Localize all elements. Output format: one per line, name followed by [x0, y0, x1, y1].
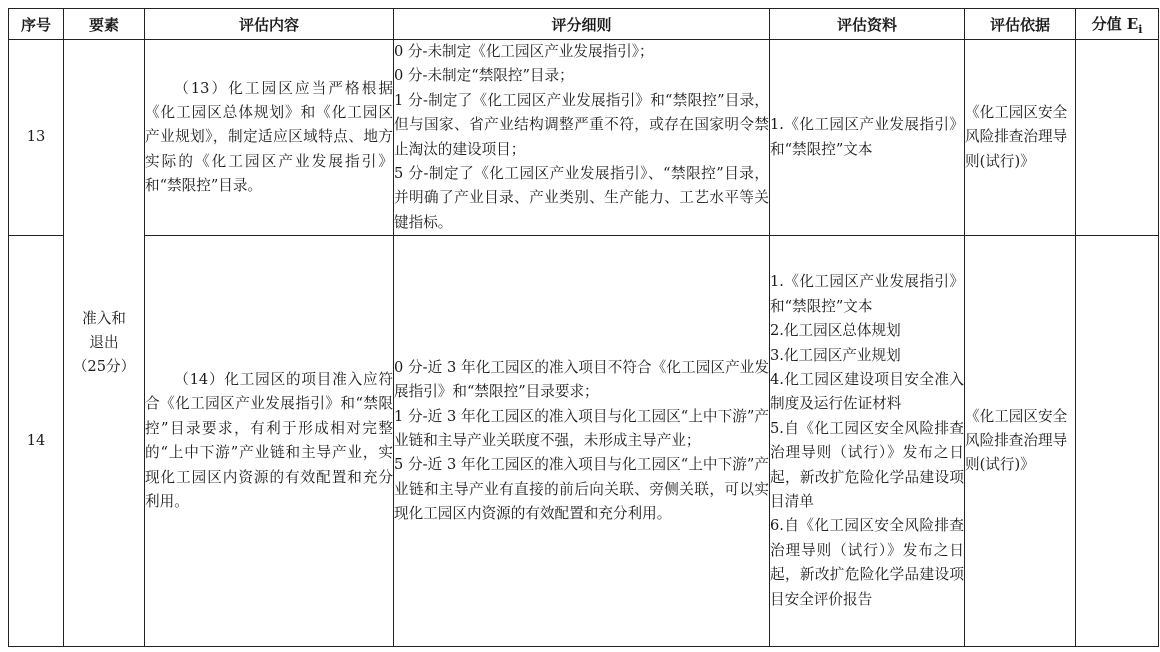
row-14-detail	[394, 236, 770, 647]
row-13-detail-item: 5 分-制定了《化工园区产业发展指引》、“禁限控”目录，并明确了产业目录、产业类别、生产能力、工艺水平等关键指标。	[394, 165, 769, 231]
row-13-material-item: 1.《化工园区产业发展指引》和“禁限控”文本	[770, 116, 964, 158]
row-14-detail-item: 1 分-近 3 年化工园区的准入项目与化工园区“上中下游”产业链和主导产业关联度不强，未形成主导产业；	[394, 407, 769, 450]
row-13-seq: 13	[9, 40, 64, 236]
row-14-detail-item: 5 分-近 3 年化工园区的准入项目与化工园区“上中下游”产业链和主导产业有直接的前后向关联、旁侧关联，可以实现化工园区内资源的有效配置和充分利用。	[394, 456, 769, 523]
element-points: （25分）	[72, 358, 136, 376]
row-14-basis: 《化工园区安全风险排查治理导则(试行)》	[965, 236, 1076, 647]
header-basis: 评估依据	[965, 9, 1076, 40]
evaluation-table	[8, 8, 1159, 647]
row-13-detail-item: 0 分-未制定《化工园区产业发展指引》；	[394, 43, 654, 60]
row-13-detail-item: 0 分-未制定“禁限控”目录；	[394, 67, 574, 85]
row-13-detail-item: 1 分-制定了《化工园区产业发展指引》和“禁限控”目录，但与国家、省产业结构调整严重不符，或存在国家明令禁止淘汰的建设项目；	[394, 91, 769, 158]
element-name-line2: 退出	[89, 333, 119, 351]
row-14-material-item: 4.化工园区建设项目安全准入制度及运行佐证材料	[770, 371, 964, 413]
row-14-score	[1076, 236, 1159, 647]
header-row	[9, 9, 1159, 40]
row-13-score	[1076, 40, 1159, 236]
row-14-material-item: 3.化工园区产业规划	[770, 346, 901, 364]
row-14-materials	[770, 236, 965, 647]
row-14-material-item: 2.化工园区总体规划	[770, 322, 901, 340]
header-score-subscript: i	[1138, 22, 1143, 36]
table-row	[9, 40, 1159, 236]
row-13-basis: 《化工园区安全风险排查治理导则(试行)》	[965, 40, 1076, 236]
row-13-detail	[394, 40, 770, 236]
row-14-seq: 14	[9, 236, 64, 647]
header-score-label: 分值 E	[1091, 14, 1139, 33]
row-14-material-item: 1.《化工园区产业发展指引》和“禁限控”文本	[770, 273, 964, 315]
row-14-material-item: 6.自《化工园区安全风险排查治理导则（试行）》发布之日起，新改扩危险化学品建设项目安全评价报告	[770, 517, 964, 608]
table-row	[9, 236, 1159, 647]
header-materials: 评估资料	[770, 9, 965, 40]
row-14-content: （14）化工园区的项目准入应符合《化工园区产业发展指引》和“禁限控”目录要求，有利于形成相对完整的“上中下游”产业链和主导产业，实现化工园区内资源的有效配置和充分利用。	[145, 236, 394, 647]
element-group-cell	[64, 40, 145, 647]
header-score	[1076, 9, 1159, 40]
header-seq: 序号	[9, 9, 64, 40]
row-13-content: （13）化工园区应当严格根据《化工园区总体规划》和《化工园区产业规划》，制定适应区域特点、地方实际的《化工园区产业发展指引》和“禁限控”目录。	[145, 40, 394, 236]
row-14-detail-item: 0 分-近 3 年化工园区的准入项目不符合《化工园区产业发展指引》和“禁限控”目录要求；	[394, 358, 769, 401]
header-content: 评估内容	[145, 9, 394, 40]
row-14-material-item: 5.自《化工园区安全风险排查治理导则（试行）》发布之日起，新改扩危险化学品建设项目清单	[770, 419, 964, 511]
header-detail: 评分细则	[394, 9, 770, 40]
element-name-line1: 准入和	[82, 309, 126, 327]
row-13-materials	[770, 40, 965, 236]
header-element: 要素	[64, 9, 145, 40]
